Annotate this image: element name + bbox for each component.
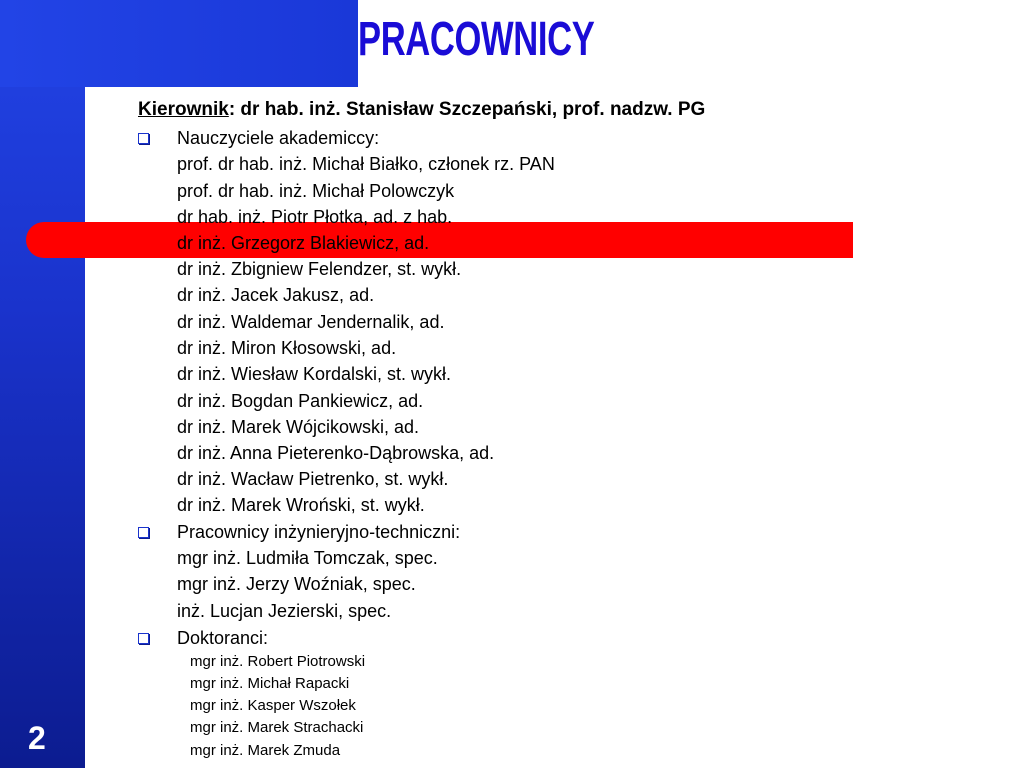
section-label-technical: Pracownicy inżynieryjno-techniczni: — [177, 522, 461, 542]
list-item: dr inż. Zbigniew Felendzer, st. wykł. — [177, 259, 462, 279]
list-item: mgr inż. Michał Rapacki — [190, 675, 350, 692]
list-item: dr inż. Marek Wroński, st. wykł. — [177, 495, 425, 515]
list-item: mgr inż. Kasper Wszołek — [190, 697, 356, 714]
list-item: dr hab. inż. Piotr Płotka, ad. z hab. — [177, 207, 453, 227]
list-item: mgr inż. Robert Piotrowski — [190, 653, 366, 670]
list-item: dr inż. Wacław Pietrenko, st. wykł. — [177, 469, 449, 489]
list-item: dr inż. Bogdan Pankiewicz, ad. — [177, 391, 424, 411]
list-item: inż. Lucjan Jezierski, spec. — [177, 601, 392, 621]
section-label-academic: Nauczyciele akademiccy: — [177, 128, 380, 148]
head-label: Kierownik — [138, 99, 229, 120]
bullet-square-icon — [138, 527, 149, 538]
list-item: dr inż. Wiesław Kordalski, st. wykł. — [177, 364, 452, 384]
left-blue-panel — [0, 0, 85, 768]
list-item: mgr inż. Marek Zmuda — [190, 742, 341, 759]
list-item: prof. dr hab. inż. Michał Polowczyk — [177, 181, 455, 201]
bullet-square-icon — [138, 633, 149, 644]
list-item: mgr inż. Jerzy Woźniak, spec. — [177, 574, 416, 594]
list-item: dr inż. Jacek Jakusz, ad. — [177, 285, 375, 305]
list-item: prof. dr hab. inż. Michał Białko, członek rz. PAN — [177, 154, 555, 174]
list-item: dr inż. Miron Kłosowski, ad. — [177, 338, 397, 358]
list-item: dr inż. Waldemar Jendernalik, ad. — [177, 312, 445, 332]
head-line — [138, 97, 705, 123]
slide-title: PRACOWNICY — [358, 13, 595, 66]
list-item: mgr inż. Marek Strachacki — [190, 719, 364, 736]
page-number: 2 — [28, 720, 46, 756]
section-label-doctoral: Doktoranci: — [177, 628, 269, 648]
top-blue-panel — [0, 0, 358, 87]
head-name: : dr hab. inż. Stanisław Szczepański, prof. nadzw. PG — [228, 99, 706, 120]
list-item: mgr inż. Ludmiła Tomczak, spec. — [177, 548, 438, 568]
list-item: dr inż. Anna Pieterenko-Dąbrowska, ad. — [177, 443, 495, 463]
bullet-square-icon — [138, 133, 149, 144]
list-item: dr inż. Grzegorz Blakiewicz, ad. — [177, 233, 430, 253]
list-item: dr inż. Marek Wójcikowski, ad. — [177, 417, 420, 437]
